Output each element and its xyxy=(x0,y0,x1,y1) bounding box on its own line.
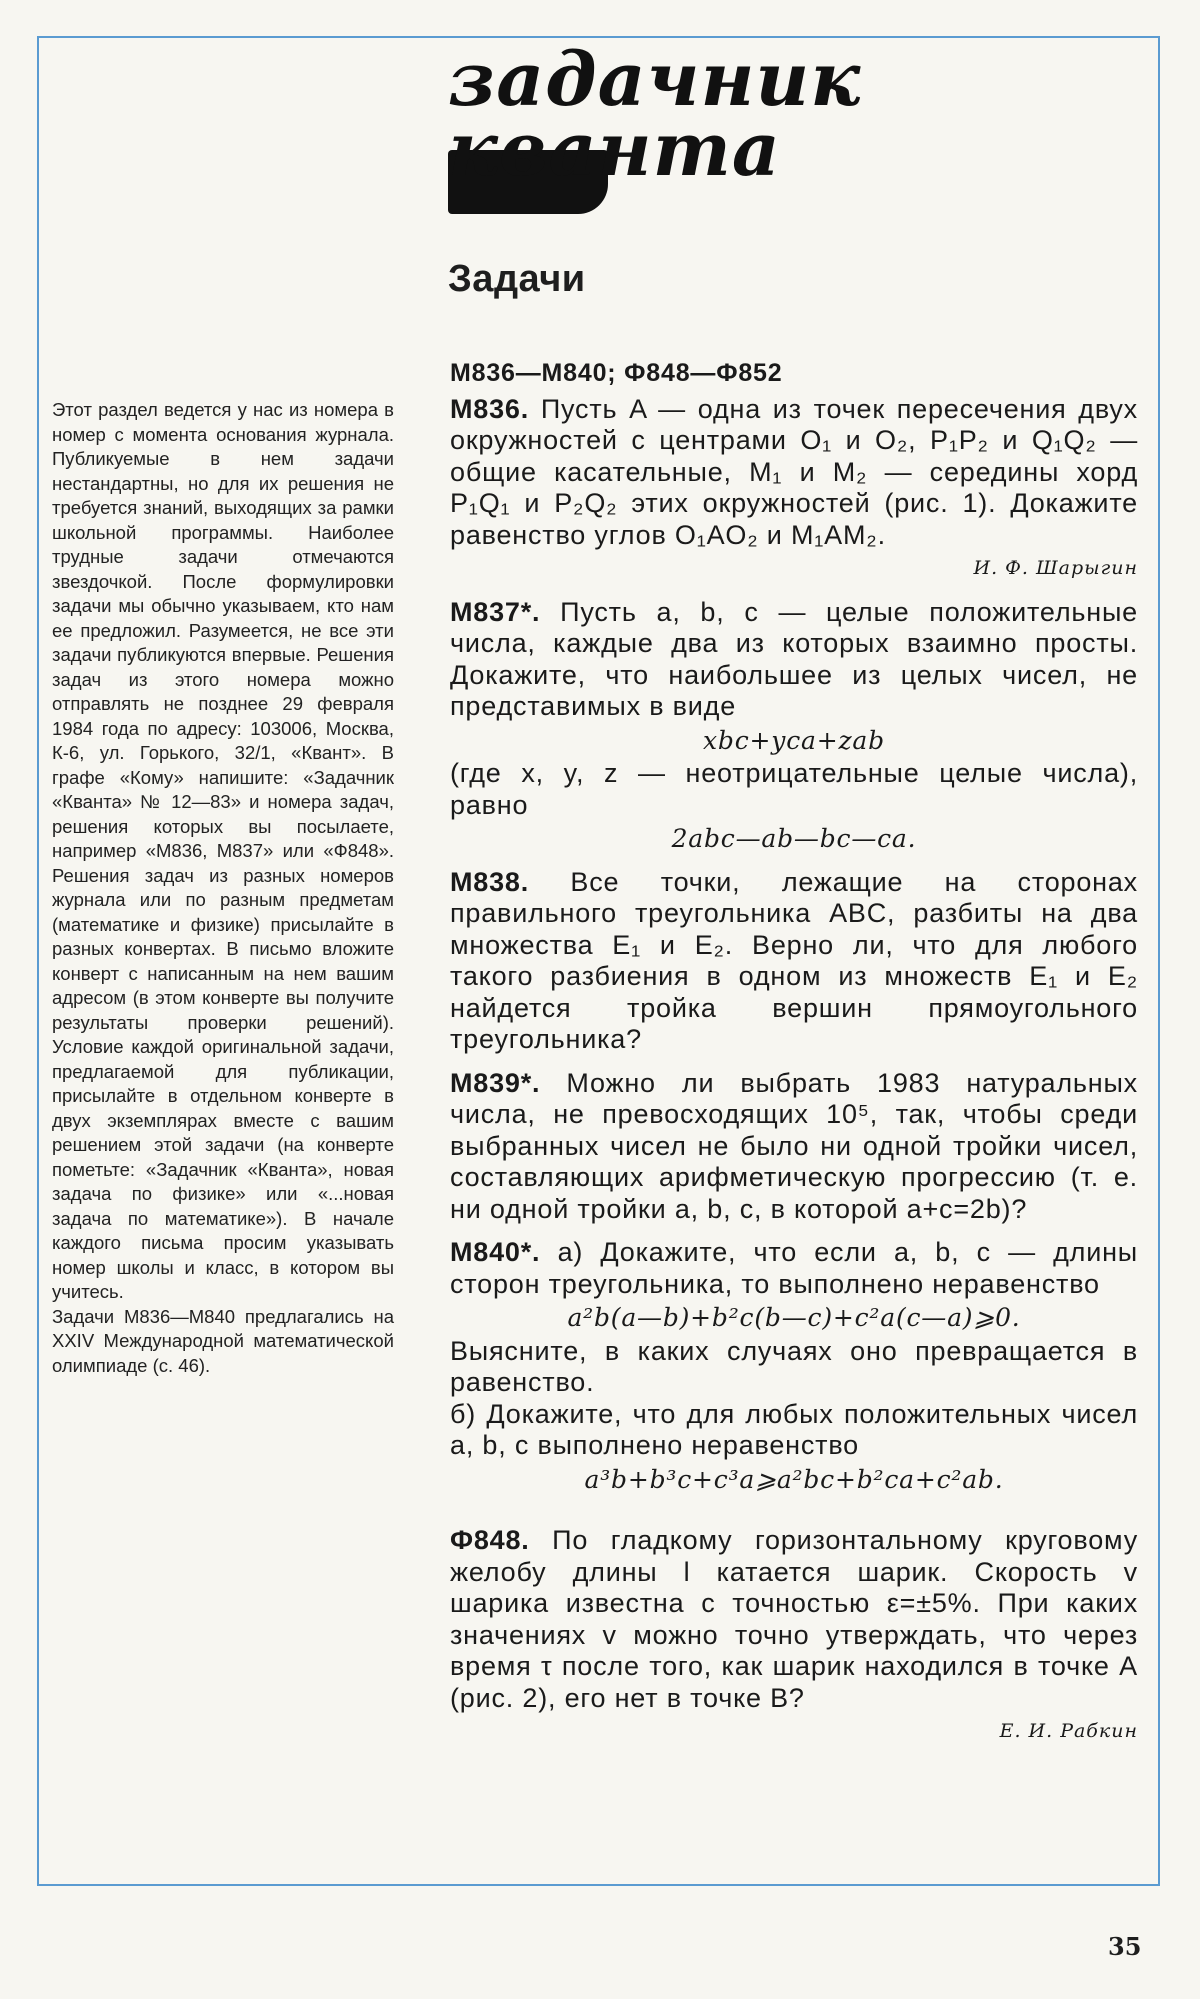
problem-m839 xyxy=(450,1068,1138,1226)
problem-id: М838. xyxy=(450,866,530,897)
problem-text: Можно ли выбрать 1983 натуральных числа, не превосходящих 10⁵, так, чтобы среди выбранных чисел не было ни одной тройки чисел, составляющих арифметическую прогрессию (т. е. ни одной тройки a, b, c, в которой a+c=2b)? xyxy=(450,1067,1138,1224)
spacer xyxy=(450,1507,1138,1525)
problem-text: Пусть a, b, c — целые положительные числа, каждые два из которых взаимно просты. Докажите, что наибольшее из целых чисел, не представимых в виде xyxy=(450,596,1138,721)
problem-text: Пусть A — одна из точек пересечения двух окружностей с центрами O₁ и O₂, P₁P₂ и Q₁Q₂ — общие касательные, M₁ и M₂ — середины хорд P₁Q₁ и P₂Q₂ этих окружностей (рис. 1). Докажите равенство углов O₁AO₂ и M₁AM₂. xyxy=(450,393,1138,550)
logo-line1: задачник xyxy=(448,37,862,123)
sidebar-note xyxy=(52,398,394,1378)
problem-f848 xyxy=(450,1525,1138,1748)
journal-logo xyxy=(448,37,862,226)
problem-m840 xyxy=(450,1237,1138,1495)
problem-text: а) Докажите, что если a, b, c — длины сторон треугольника, то выполнено неравенство xyxy=(450,1237,1138,1299)
problem-text-continued: (где x, y, z — неотрицательные целые числа), равно xyxy=(450,758,1138,820)
section-title: Задачи xyxy=(448,258,586,300)
problem-author: И. Ф. Шарыгин xyxy=(973,557,1138,579)
problem-id: М836. xyxy=(450,393,530,424)
problem-m838 xyxy=(450,867,1138,1056)
problem-m836 xyxy=(450,394,1138,585)
problem-text-part-b: б) Докажите, что для любых положительных чисел a, b, c выполнено неравенство xyxy=(450,1398,1138,1460)
problem-id: М839*. xyxy=(450,1067,541,1098)
formula: xbc+yca+zab xyxy=(703,725,885,755)
sidebar-paragraph-2: Задачи М836—М840 предлагались на XXIV Международной математической олимпиаде (с. 46). xyxy=(52,1305,394,1376)
problem-text: Все точки, лежащие на сторонах правильного треугольника ABC, разбиты на два множества E₁ и E₂. Верно ли, что для любого такого разбиения в одном из множеств E₁ и E₂ найдется тройка вершин прямоугольного треугольника? xyxy=(450,866,1138,1054)
logo-line2: кванта xyxy=(448,107,781,193)
problem-text-continued: Выясните, в каких случаях оно превращается в равенство. xyxy=(450,1335,1138,1397)
sidebar-paragraph-1: Этот раздел ведется у нас из номера в номер с момента основания журнала. Публикуемые в нем задачи нестандартны, но для их решения не требуется знаний, выходящих за рамки школьной программы. Наиболее трудные задачи отмечаются звездочкой. После формулировки задачи мы обычно указываем, кто нам ее предложил. Разумеется, не все эти задачи публикуются впервые. Решения задач из этого номера можно отправлять не позднее 29 февраля 1984 года по адресу: 103006, Москва, К-6, ул. Горького, 32/1, «Квант». В графе «Кому» напишите: «Задачник «Кванта» № 12—83» и номера задач, решения которых вы посылаете, например «М836, М837» или «Ф848». Решения задач из разных номеров журнала или по разным предметам (математике и физике) присылайте в разных конвертах. В письмо вложите конверт с написанным на нем вашим адресом (в этом конверте вы получите результаты проверки решений). Условие каждой оригинальной задачи, предлагаемой для публикации, присылайте в отдельном конверте в двух экземплярах вместе с вашим решением этой задачи (на конверте пометьте: «Задачник «Кванта», новая задача по физике» или «...новая задача по математике»). В начале каждого письма просим указывать номер школы и класс, в котором вы учитесь. xyxy=(52,399,394,1302)
problem-id: М840*. xyxy=(450,1237,541,1267)
formula: a²b(a—b)+b²c(b—c)+c²a(c—a)⩾0. xyxy=(567,1303,1021,1332)
problem-range: М836—М840; Ф848—Ф852 xyxy=(450,359,783,387)
formula: a³b+b³c+c³a⩾a²bc+b²ca+c²ab. xyxy=(584,1464,1004,1494)
problem-author: Е. И. Рабкин xyxy=(999,1720,1138,1742)
problem-text: По гладкому горизонтальному круговому желобу длины l катается шарик. Скорость v шарика известна с точностью ε=±5%. При каких значениях v можно точно утверждать, что через время τ после того, как шарик находился в точке A (рис. 2), его нет в точке B? xyxy=(450,1525,1138,1713)
problem-id: М837*. xyxy=(450,596,541,627)
page-number: 35 xyxy=(1108,1932,1142,1961)
problems-column xyxy=(450,358,1138,1760)
problem-m837 xyxy=(450,597,1138,855)
problem-id: Ф848. xyxy=(450,1525,530,1555)
formula: 2abc—ab—bc—ca. xyxy=(671,824,917,853)
